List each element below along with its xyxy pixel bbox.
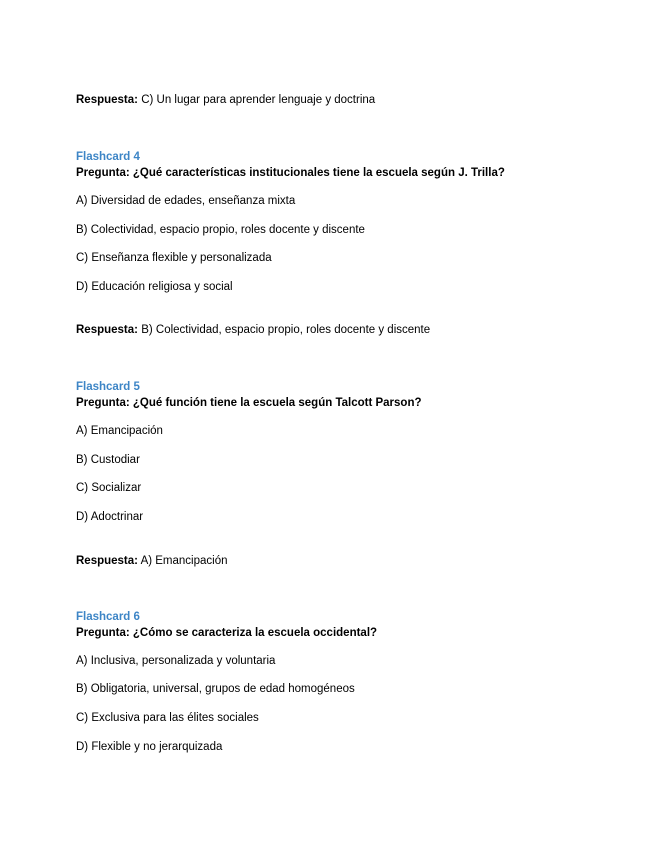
- option-a: A) Emancipación: [76, 425, 163, 437]
- answer-label: Respuesta:: [76, 324, 138, 336]
- answer-text: B) Colectividad, espacio propio, roles docente y discente: [141, 324, 431, 336]
- answer-label: Respuesta:: [76, 555, 138, 567]
- question-label: Pregunta:: [76, 167, 130, 179]
- option-d: D) Adoctrinar: [76, 511, 144, 523]
- option-b: B) Obligatoria, universal, grupos de edad homogéneos: [76, 683, 355, 695]
- option-c: C) Socializar: [76, 482, 142, 494]
- question-label: Pregunta:: [76, 397, 130, 409]
- option-d: D) Flexible y no jerarquizada: [76, 741, 223, 753]
- answer-line: [76, 93, 375, 107]
- option-a: A) Diversidad de edades, enseñanza mixta: [76, 195, 296, 207]
- option-b: B) Custodiar: [76, 454, 140, 466]
- answer-text: A) Emancipación: [140, 555, 228, 567]
- question-line: [76, 396, 422, 410]
- answer-text: C) Un lugar para aprender lenguaje y doctrina: [141, 94, 376, 106]
- flashcard-title: Flashcard 5: [76, 381, 140, 393]
- answer-line: [76, 323, 430, 337]
- question-line: [76, 626, 377, 640]
- option-c: C) Enseñanza flexible y personalizada: [76, 252, 272, 264]
- flashcard-title: Flashcard 4: [76, 151, 140, 163]
- answer-line: [76, 554, 228, 568]
- option-c: C) Exclusiva para las élites sociales: [76, 712, 259, 724]
- question-text: ¿Qué características institucionales tiene la escuela según J. Trilla?: [132, 167, 505, 179]
- question-line: [76, 166, 505, 180]
- question-text: ¿Qué función tiene la escuela según Talcott Parson?: [132, 397, 422, 409]
- option-b: B) Colectividad, espacio propio, roles docente y discente: [76, 224, 365, 236]
- question-text: ¿Cómo se caracteriza la escuela occidental?: [132, 627, 378, 639]
- option-d: D) Educación religiosa y social: [76, 281, 233, 293]
- flashcard-title: Flashcard 6: [76, 611, 140, 623]
- answer-label: Respuesta:: [76, 94, 138, 106]
- question-label: Pregunta:: [76, 627, 130, 639]
- option-a: A) Inclusiva, personalizada y voluntaria: [76, 655, 276, 667]
